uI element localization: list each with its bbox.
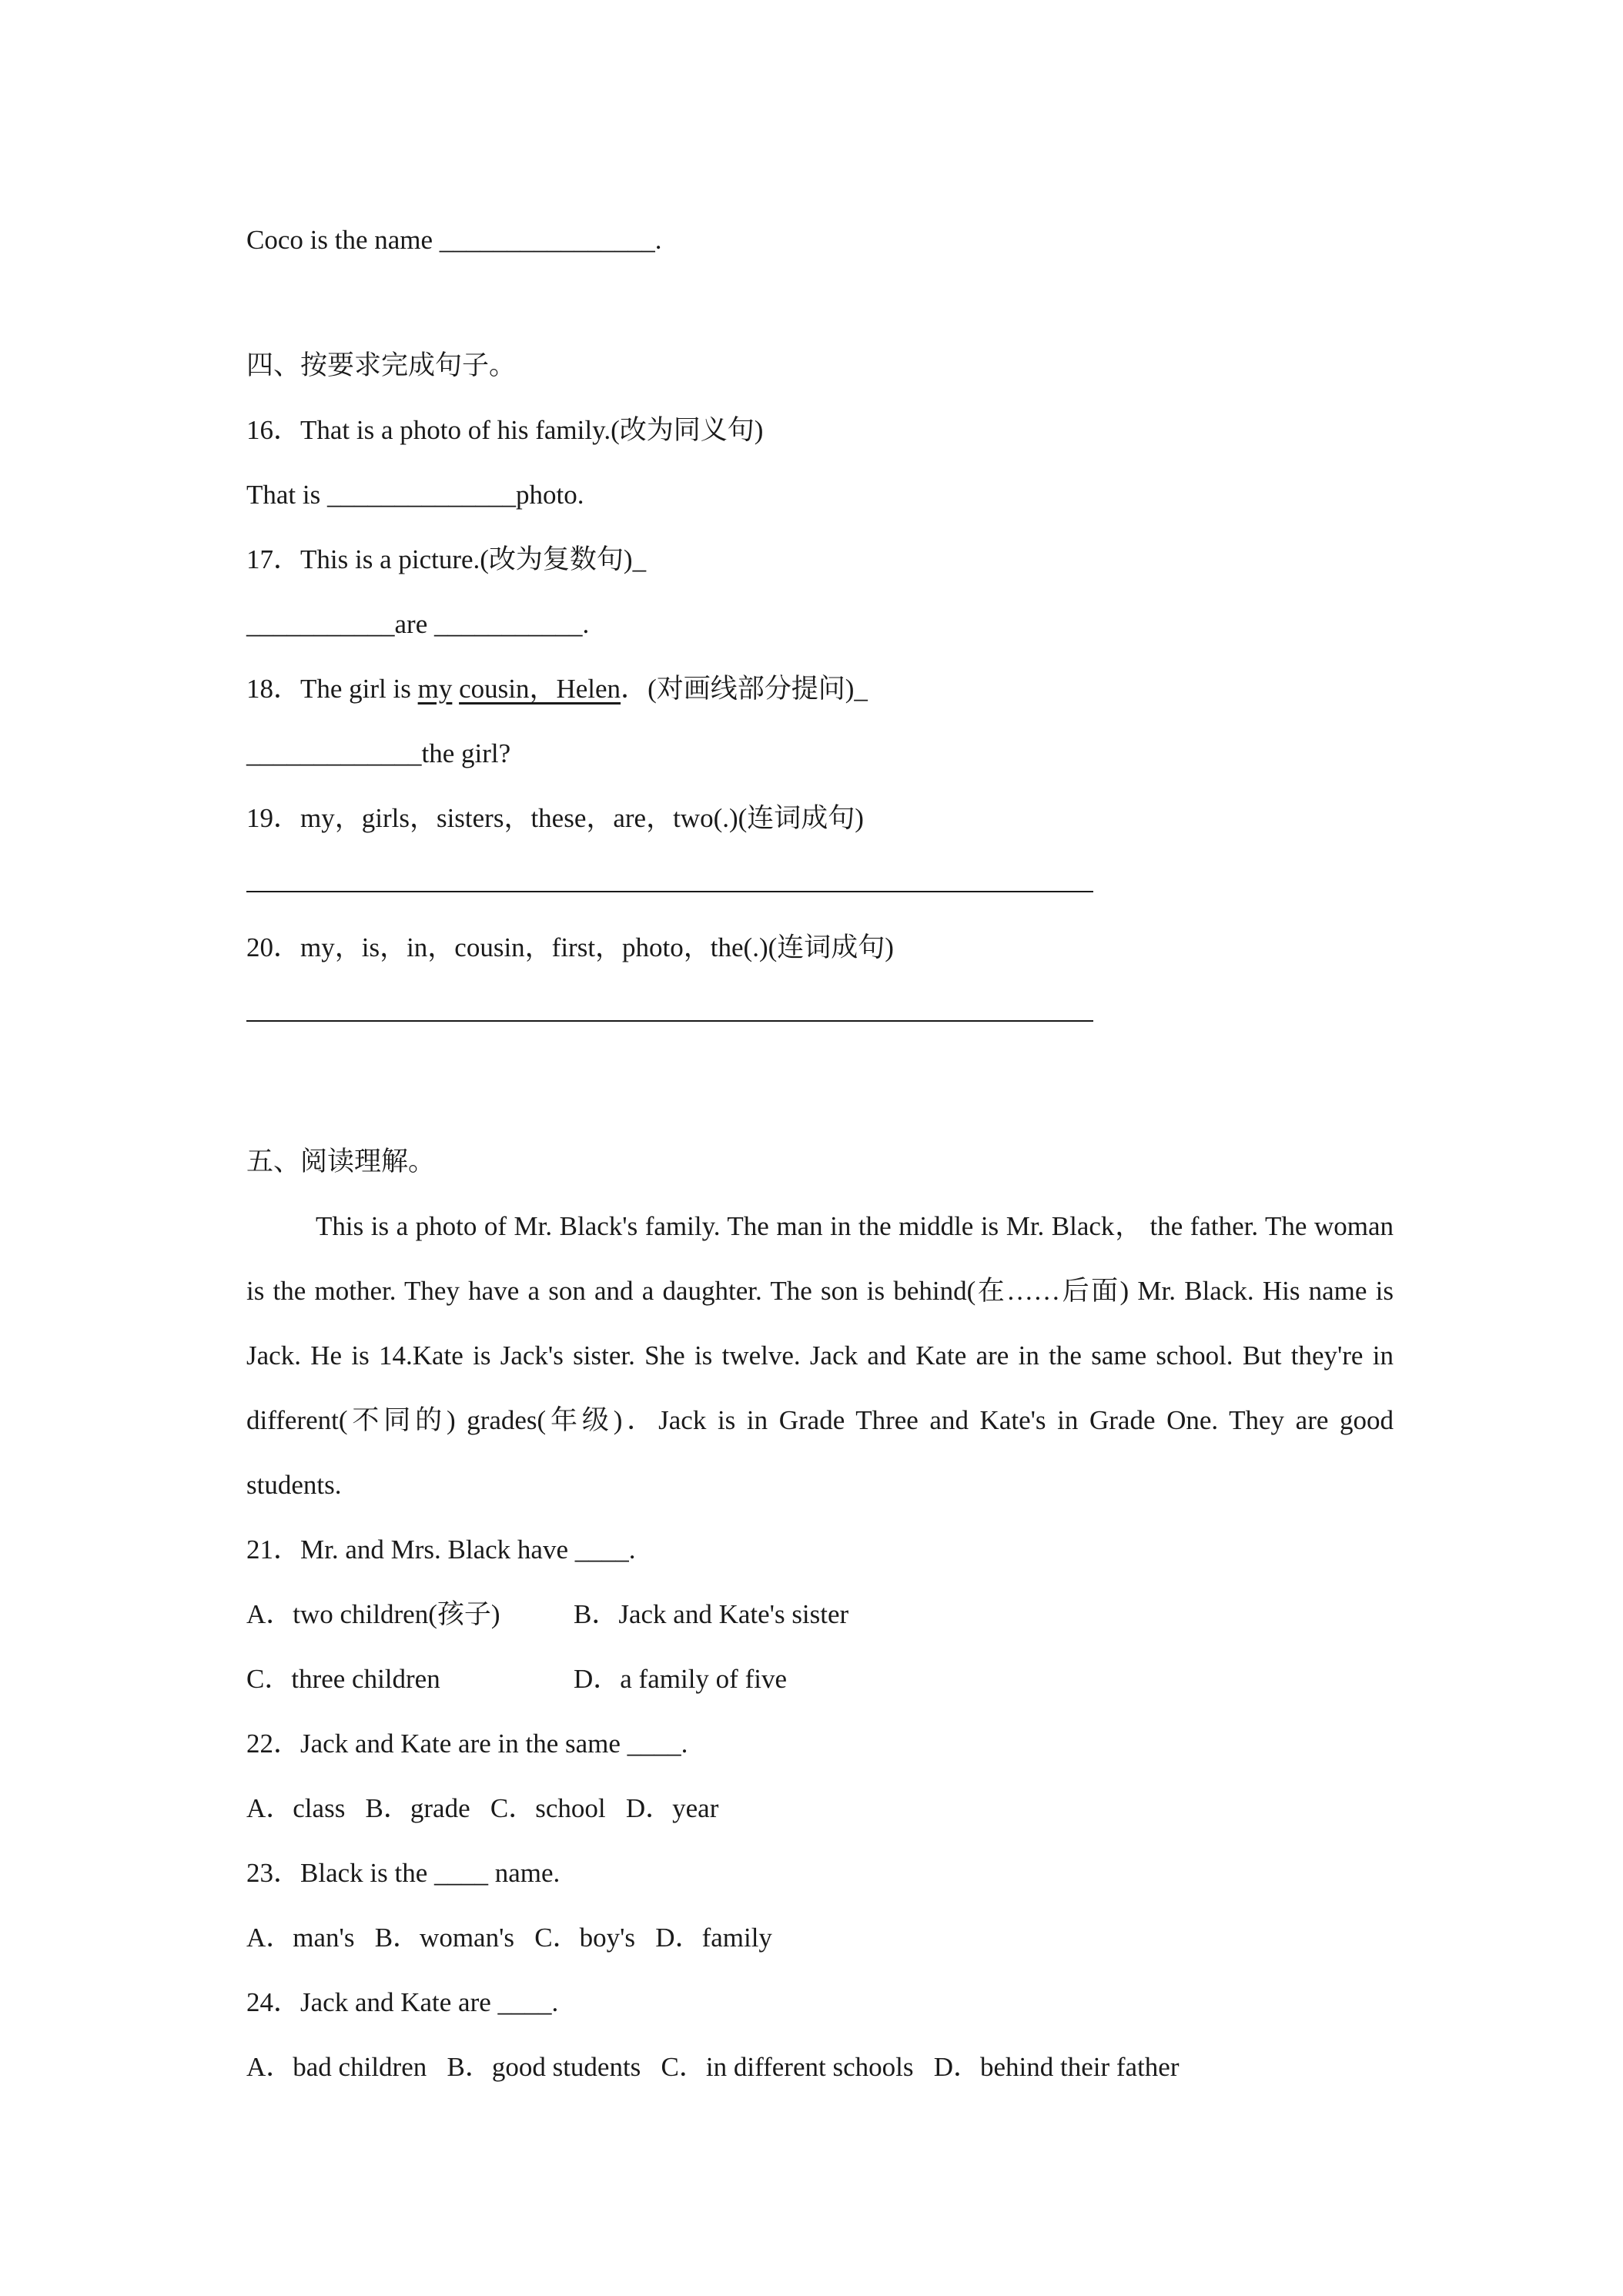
q17-prompt: 17．This is a picture.(改为复数句)_ (246, 544, 647, 574)
q17-answer: ___________are ___________. (246, 609, 590, 639)
rule-line (246, 1020, 1093, 1022)
q18-prefix: 18．The girl is (246, 674, 418, 704)
q21-option-c: C．three children (246, 1664, 440, 1694)
q18-space (452, 674, 459, 704)
q22-stem: 22．Jack and Kate are in the same ____. (246, 1729, 688, 1759)
q19-answer-rule (246, 851, 1394, 915)
q21-option-d: D．a family of five (574, 1664, 787, 1694)
q18-underlined-my: my (417, 674, 453, 704)
section4-heading: 四、按要求完成句子。 (246, 350, 517, 380)
q21-options-row2 (246, 1647, 1394, 1712)
q22-options: A．class B．grade C．school D．year (246, 1793, 719, 1823)
q18-prompt (246, 657, 1394, 721)
q24-stem: 24．Jack and Kate are ____. (246, 1987, 559, 2017)
q21-stem: 21．Mr. and Mrs. Black have ____. (246, 1535, 636, 1565)
q23-stem: 23．Black is the ____ name. (246, 1858, 561, 1888)
worksheet-page (246, 208, 1394, 2100)
q18-answer: _____________the girl? (246, 738, 511, 768)
q18-underlined-cousin: cousin，Helen (459, 674, 621, 704)
rule-line (246, 891, 1093, 892)
reading-passage: This is a photo of Mr. Black's family. The man in the middle is Mr. Black， the father. The woman is the mother. They have a son and a daughter. The son is behind(在……后面) Mr. Black. His name is Jack. He is 14.Kate is Jack's sister. She is twelve. Jack and Kate are in the same school. But they're in different(不同的) grades(年级)．Jack is in Grade Three and Kate's in Grade One. They are good students. (246, 1211, 1394, 1500)
section5-heading: 五、阅读理解。 (246, 1146, 436, 1176)
q21-option-b: B．Jack and Kate's sister (574, 1599, 849, 1629)
spacer (246, 1045, 1394, 1130)
q23-options: A．man's B．woman's C．boy's D．family (246, 1923, 772, 1953)
q18-suffix: ．(对画线部分提问)_ (621, 674, 868, 704)
q20-prompt: 20．my，is，in，cousin，first，photo，the(.)(连词成句) (246, 932, 894, 962)
q20-answer-rule (246, 980, 1394, 1045)
spacer (246, 273, 1394, 333)
q16-prompt: 16．That is a photo of his family.(改为同义句) (246, 415, 764, 445)
q19-prompt: 19．my，girls，sisters，these，are，two(.)(连词成句) (246, 803, 864, 833)
q15-answer-line: Coco is the name ________________. (246, 225, 662, 255)
q16-answer: That is ______________photo. (246, 480, 584, 510)
q21-options-row1 (246, 1582, 1394, 1647)
q24-options: A．bad children B．good students C．in different schools D．behind their father (246, 2052, 1180, 2082)
q21-option-a: A．two children(孩子) (246, 1599, 500, 1629)
